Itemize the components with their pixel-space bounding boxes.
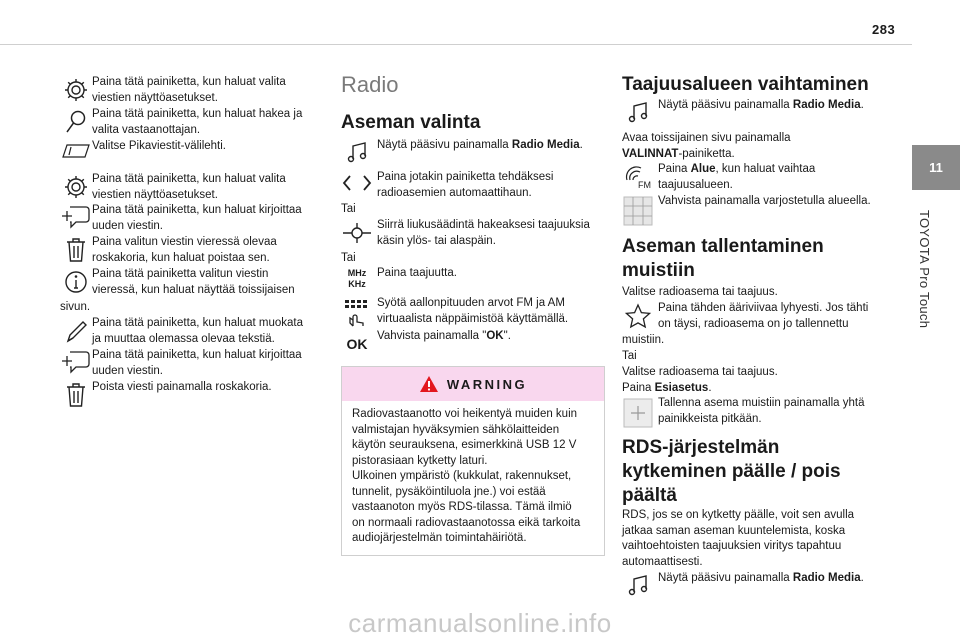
gear-icon bbox=[60, 75, 92, 106]
quick-row bbox=[60, 139, 322, 161]
compose-icon bbox=[60, 348, 92, 379]
text-span: Paina bbox=[622, 382, 655, 394]
section-title: Radio bbox=[341, 72, 399, 97]
gear-row-2 bbox=[60, 172, 322, 203]
text-bold: OK bbox=[486, 330, 504, 342]
compose-row-1 bbox=[60, 203, 322, 234]
heading-station-select: Aseman valinta bbox=[341, 112, 481, 133]
text-line: jatkaa saman aseman kuuntelemista, koska bbox=[622, 524, 846, 537]
gear-icon bbox=[60, 172, 92, 203]
text-line: Paina tätä painiketta, kun haluat muokata bbox=[92, 317, 303, 329]
text-bold: Radio Media bbox=[792, 572, 861, 584]
chevrons-icon bbox=[341, 170, 373, 201]
text-line: painikkeista pitkään. bbox=[658, 412, 762, 425]
text-line: Valitse Pikaviestit-välilehti. bbox=[92, 140, 227, 152]
trash-row-2 bbox=[60, 380, 322, 408]
step-ok bbox=[341, 329, 606, 352]
text-line: vaihtoehtoisten taajuuksien viritys tapahtuu bbox=[622, 540, 842, 552]
text-line: Tallenna asema muistiin painamalla yhtä bbox=[658, 397, 865, 409]
step-keyboard bbox=[341, 296, 606, 328]
quick-message-icon bbox=[60, 139, 92, 161]
text-line: käytön seurauksena, esimerkkinä USB 12 V bbox=[352, 439, 577, 451]
text-span: Vahvista painamalla " bbox=[377, 330, 487, 342]
watermark-footer: carmanualsonline.info bbox=[348, 608, 612, 638]
text-bold: Alue bbox=[690, 163, 716, 175]
text-line: Paina tätä painiketta valitun viestin bbox=[92, 268, 269, 280]
warning-header bbox=[342, 367, 604, 401]
pencil-icon bbox=[60, 316, 92, 347]
text-line: Paina valitun viestin vieressä olevaa bbox=[92, 236, 277, 248]
warning-box bbox=[341, 366, 605, 556]
text-line: Paina taajuutta. bbox=[377, 267, 457, 279]
text-line: Paina tätä painiketta, kun haluat kirjoittaa bbox=[92, 204, 302, 216]
preset-plus-icon bbox=[622, 396, 654, 428]
text-line: Tai bbox=[622, 350, 637, 362]
heading-band-change: Taajuusalueen vaihtaminen bbox=[622, 74, 869, 95]
mhz-khz-icon bbox=[341, 266, 373, 290]
warning-triangle-icon bbox=[419, 375, 439, 393]
text-line: valmistajan hyväksymien sähkölaitteiden bbox=[352, 423, 560, 436]
text-line: Ulkoinen ympäristö (kukkulat, rakennukset, bbox=[352, 470, 572, 482]
edit-row bbox=[60, 316, 322, 347]
ok-label: OK bbox=[346, 336, 368, 352]
text-line: Paina tätä painiketta, kun haluat hakea ja bbox=[92, 108, 303, 120]
text-line: viestien näyttöasetukset. bbox=[92, 188, 218, 201]
music-note-icon bbox=[341, 138, 373, 164]
info-icon bbox=[60, 267, 92, 298]
search-icon bbox=[60, 107, 92, 138]
band-step-2 bbox=[622, 131, 894, 162]
text-line: sivun. bbox=[60, 301, 91, 313]
chapter-tab[interactable]: 11 bbox=[912, 145, 960, 190]
warning-title: WARNING bbox=[446, 376, 528, 392]
step-radio-media bbox=[341, 138, 606, 164]
text-bold: VALINNAT bbox=[622, 147, 679, 160]
text-line: Paina tätä painiketta, kun haluat valita bbox=[92, 173, 286, 185]
rds-paragraph bbox=[622, 508, 894, 570]
warning-body bbox=[342, 401, 604, 547]
text-span: . bbox=[579, 139, 583, 151]
text-span: Näytä pääsivu painamalla bbox=[658, 572, 793, 584]
text-line: käsin ylös- tai alaspäin. bbox=[377, 234, 496, 247]
text-span: ". bbox=[503, 330, 511, 342]
text-line: valita vastaanottajan. bbox=[92, 123, 201, 136]
text-line: Radiovastaanotto voi heikentyä muiden kuin bbox=[352, 408, 578, 420]
step-frequency bbox=[341, 266, 606, 290]
music-note-icon bbox=[622, 98, 654, 124]
heading-line: kytkeminen päälle / pois bbox=[622, 461, 841, 482]
text-span: Näytä pääsivu painamalla bbox=[658, 99, 793, 111]
text-span: . bbox=[860, 572, 864, 584]
text-line: Valitse radioasema tai taajuus. bbox=[622, 366, 778, 378]
trash-row-1 bbox=[60, 235, 322, 266]
text-line: tunnelit, pysäköintiluola jne.) voi estää bbox=[352, 485, 546, 498]
text-bold: Radio Media bbox=[511, 139, 580, 151]
text-line: uuden viestin. bbox=[92, 219, 163, 232]
step-slider bbox=[341, 218, 606, 249]
band-step-4 bbox=[622, 194, 894, 226]
text-line: viestien näyttöasetukset. bbox=[92, 91, 218, 104]
text-line: Paina jotakin painiketta tehdäksesi bbox=[377, 171, 554, 183]
text-line: Tai bbox=[341, 252, 356, 264]
text-line: radioasemien automaattihaun. bbox=[377, 186, 532, 199]
text-span: . bbox=[708, 382, 712, 394]
compose-icon bbox=[60, 203, 92, 234]
heading-store-station bbox=[622, 235, 824, 283]
text-line: uuden viestin. bbox=[92, 364, 163, 377]
text-line: Paina tätä painiketta, kun haluat valita bbox=[92, 76, 286, 88]
text-line: Avaa toissijainen sivu painamalla bbox=[622, 132, 791, 144]
text-line: Valitse radioasema tai taajuus. bbox=[622, 286, 778, 298]
text-span: Paina bbox=[658, 163, 691, 175]
rds-step bbox=[622, 571, 894, 597]
band-step-3 bbox=[622, 162, 894, 193]
heading-line: päältä bbox=[622, 485, 677, 506]
heading-rds bbox=[622, 436, 841, 508]
music-note-icon bbox=[622, 571, 654, 597]
text-line: ja muuttaa olemassa olevaa tekstiä. bbox=[92, 332, 275, 345]
text-line: audiojärjestelmän toimintahäiriötä. bbox=[352, 532, 527, 544]
fm-wave-icon bbox=[622, 162, 654, 193]
text-line: Paina tähden ääriviivaa lyhyesti. Jos tähti bbox=[658, 302, 869, 314]
text-line: Vahvista painamalla varjostetulla alueella. bbox=[658, 195, 871, 207]
keyboard-hand-icon bbox=[341, 296, 373, 328]
svg-text:FM: FM bbox=[638, 180, 651, 190]
compose-row-2 bbox=[60, 348, 322, 379]
text-line: vastaanoton myös RDS-tilassa. Tämä ilmiö bbox=[352, 501, 572, 513]
text-line: on täysi, radioasema on jo tallennettu bbox=[658, 317, 849, 330]
star-outline-icon bbox=[622, 301, 654, 332]
text-line: pistorasiaan kytketty laturi. bbox=[352, 454, 488, 467]
band-step-1 bbox=[622, 98, 894, 124]
slider-target-icon bbox=[341, 218, 373, 249]
shaded-area-icon bbox=[622, 194, 654, 226]
memory-step-star bbox=[622, 301, 894, 332]
text-line: muistiin. bbox=[622, 334, 665, 346]
trash-icon bbox=[60, 380, 92, 408]
text-line: on normaali radiovastaanotossa eikä tarkoita bbox=[352, 516, 581, 529]
text-line: RDS, jos se on kytketty päälle, voit sen avulla bbox=[622, 509, 855, 521]
header-divider bbox=[0, 44, 912, 45]
text-line: Poista viesti painamalla roskakoria. bbox=[92, 381, 272, 393]
step-auto-search bbox=[341, 170, 606, 201]
text-line: Paina tätä painiketta, kun haluat kirjoittaa bbox=[92, 349, 302, 361]
text-line: Syötä aallonpituuden arvot FM ja AM bbox=[377, 297, 565, 309]
gear-row-1 bbox=[60, 75, 322, 106]
text-span: , kun haluat vaihtaa bbox=[715, 163, 816, 175]
text-line: automaattisesti. bbox=[622, 555, 703, 568]
heading-line: Aseman tallentaminen bbox=[622, 236, 824, 257]
text-bold: Radio Media bbox=[792, 99, 861, 111]
page-number: 283 bbox=[872, 22, 896, 37]
text-span: -painiketta. bbox=[678, 147, 735, 160]
text-line: vieressä, kun haluat näyttää toissijaisen bbox=[92, 283, 295, 296]
text-span: Näytä pääsivu painamalla bbox=[377, 139, 512, 151]
khz-label: KHz bbox=[348, 279, 366, 289]
heading-line: muistiin bbox=[622, 260, 695, 281]
text-bold: Esiasetus bbox=[654, 382, 709, 394]
text-line: taajuusalueen. bbox=[658, 178, 733, 191]
text-line: virtuaalista näppäimistöä käyttämällä. bbox=[377, 312, 569, 325]
trash-icon bbox=[60, 235, 92, 266]
text-span: . bbox=[860, 99, 864, 111]
info-row bbox=[60, 267, 322, 298]
text-line: Siirrä liukusäädintä hakeaksesi taajuuksia bbox=[377, 219, 590, 231]
heading-line: RDS-järjestelmän bbox=[622, 437, 780, 458]
search-row bbox=[60, 107, 322, 138]
text-line: roskakoria, kun haluat poistaa sen. bbox=[92, 251, 270, 264]
text-line: Tai bbox=[341, 203, 356, 215]
memory-step-preset bbox=[622, 396, 894, 428]
side-title: TOYOTA Pro Touch bbox=[917, 210, 932, 329]
mhz-label: MHz bbox=[347, 268, 367, 278]
